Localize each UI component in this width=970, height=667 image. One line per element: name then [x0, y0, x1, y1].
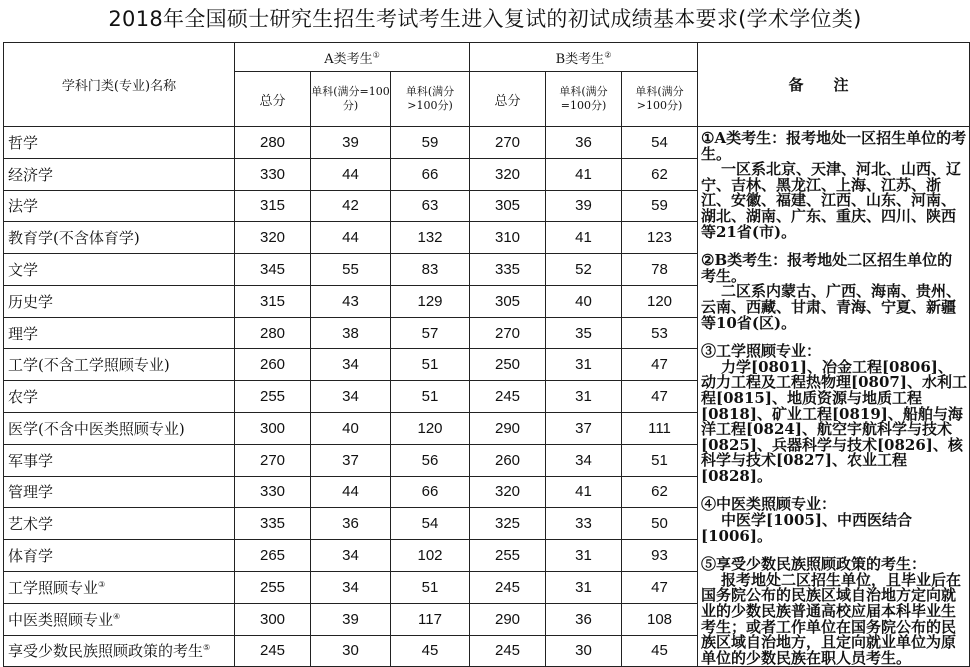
a-single-gt: 51: [391, 381, 470, 413]
a-total: 245: [235, 635, 311, 667]
b-total: 320: [470, 476, 546, 508]
a-single-gt: 129: [391, 285, 470, 317]
b-total: 270: [470, 127, 546, 159]
note-3-title: ③工学照顾专业：: [701, 342, 822, 361]
subject-name: 历史学: [4, 285, 235, 317]
b-total: 310: [470, 222, 546, 254]
b-single-gt: 47: [622, 349, 698, 381]
b-total: 260: [470, 444, 546, 476]
a-total: 280: [235, 127, 311, 159]
remarks-notes: [698, 127, 970, 667]
subject-name: 管理学: [4, 476, 235, 508]
b-total: 255: [470, 540, 546, 572]
a-single-gt: 54: [391, 508, 470, 540]
b-single-gt: 47: [622, 381, 698, 413]
note-4-body: 中医学[1005]、中西医结合[1006]。: [701, 511, 912, 545]
a-single-le: 43: [311, 285, 391, 317]
b-total: 320: [470, 158, 546, 190]
subject-name: 哲学: [4, 127, 235, 159]
b-single-gt: 53: [622, 317, 698, 349]
b-single-le: 41: [546, 222, 622, 254]
a-total: 280: [235, 317, 311, 349]
subject-name: 医学(不含中医类照顾专业): [4, 413, 235, 445]
a-single-le-header: 单科(满分=100分): [311, 72, 391, 127]
b-single-gt: 111: [622, 413, 698, 445]
a-single-le: 39: [311, 127, 391, 159]
subject-name: 中医类照顾专业④: [4, 603, 235, 635]
a-total: 300: [235, 603, 311, 635]
b-single-le: 34: [546, 444, 622, 476]
a-single-gt: 66: [391, 158, 470, 190]
a-total: 270: [235, 444, 311, 476]
subject-name: 军事学: [4, 444, 235, 476]
note-5-title: ⑤享受少数民族照顾政策的考生：: [701, 555, 927, 574]
b-single-gt: 120: [622, 285, 698, 317]
group-b-header: B类考生②: [470, 43, 698, 72]
a-total: 300: [235, 413, 311, 445]
b-single-gt: 59: [622, 190, 698, 222]
b-single-le: 36: [546, 603, 622, 635]
a-single-le: 44: [311, 476, 391, 508]
b-single-gt: 45: [622, 635, 698, 667]
a-single-gt: 45: [391, 635, 470, 667]
a-single-gt: 117: [391, 603, 470, 635]
a-single-gt: 51: [391, 571, 470, 603]
b-single-le: 31: [546, 349, 622, 381]
b-single-le: 36: [546, 127, 622, 159]
a-total: 345: [235, 254, 311, 286]
a-total: 260: [235, 349, 311, 381]
b-single-gt: 62: [622, 476, 698, 508]
b-total: 270: [470, 317, 546, 349]
a-single-gt: 59: [391, 127, 470, 159]
b-total: 245: [470, 381, 546, 413]
a-total-header: 总分: [235, 72, 311, 127]
a-single-le: 36: [311, 508, 391, 540]
b-total: 325: [470, 508, 546, 540]
b-single-le: 40: [546, 285, 622, 317]
b-single-gt: 51: [622, 444, 698, 476]
a-total: 335: [235, 508, 311, 540]
subject-name: 农学: [4, 381, 235, 413]
b-single-gt: 54: [622, 127, 698, 159]
a-single-gt: 120: [391, 413, 470, 445]
score-table: [3, 42, 970, 667]
a-total: 255: [235, 571, 311, 603]
a-single-le: 40: [311, 413, 391, 445]
b-single-le: 39: [546, 190, 622, 222]
subject-name: 工学照顾专业③: [4, 571, 235, 603]
subject-name: 艺术学: [4, 508, 235, 540]
b-single-le: 31: [546, 571, 622, 603]
b-single-le: 41: [546, 476, 622, 508]
b-single-gt: 108: [622, 603, 698, 635]
b-total: 290: [470, 603, 546, 635]
a-single-le: 44: [311, 158, 391, 190]
a-single-le: 39: [311, 603, 391, 635]
note-5-body: 报考地处二区招生单位，且毕业后在国务院公布的民族区域自治地方定向就业的少数民族普通高校应届本科毕业生考生；或者工作单位在国务院公布的民族区域自治地方，且定向就业单位为原单位的少数民族在职人员考生。: [701, 570, 962, 667]
b-single-le: 52: [546, 254, 622, 286]
b-single-le-header: 单科(满分=100分): [546, 72, 622, 127]
b-total: 290: [470, 413, 546, 445]
b-single-le: 30: [546, 635, 622, 667]
remarks-header: 备注: [698, 43, 970, 127]
b-single-le: 31: [546, 381, 622, 413]
b-total: 305: [470, 190, 546, 222]
group-a-header: A类考生①: [235, 43, 470, 72]
a-total: 265: [235, 540, 311, 572]
subject-name: 教育学(不含体育学): [4, 222, 235, 254]
note-2-body: 二区系内蒙古、广西、海南、贵州、云南、西藏、甘肃、青海、宁夏、新疆等10省(区)。: [701, 282, 962, 332]
subject-name: 享受少数民族照顾政策的考生⑤: [4, 635, 235, 667]
a-total: 330: [235, 476, 311, 508]
a-single-le: 34: [311, 381, 391, 413]
b-single-le: 37: [546, 413, 622, 445]
b-total-header: 总分: [470, 72, 546, 127]
b-total: 335: [470, 254, 546, 286]
a-single-le: 34: [311, 540, 391, 572]
group-a-mark: ①: [372, 50, 380, 60]
b-total: 250: [470, 349, 546, 381]
a-single-gt: 83: [391, 254, 470, 286]
subject-name: 经济学: [4, 158, 235, 190]
a-total: 315: [235, 190, 311, 222]
subject-name: 体育学: [4, 540, 235, 572]
note-3-body: 力学[0801]、冶金工程[0806]、动力工程及工程热物理[0807]、水利工程[0815]、地质资源与地质工程[0818]、矿业工程[0819]、船舶与海洋工程[0824]、航空宇航科学与技术[0825]、兵器科学与技术[0826]、核科学与技术[0827]、农业工程[0828]。: [701, 357, 967, 485]
a-single-le: 37: [311, 444, 391, 476]
note-1-title: ①A类考生：报考地处一区招生单位的考生。: [701, 129, 967, 163]
a-total: 315: [235, 285, 311, 317]
a-single-le: 42: [311, 190, 391, 222]
a-single-le: 38: [311, 317, 391, 349]
note-2-title: ②B类考生：报考地处二区招生单位的考生。: [701, 251, 953, 285]
b-total: 245: [470, 571, 546, 603]
b-total: 245: [470, 635, 546, 667]
b-single-gt: 123: [622, 222, 698, 254]
page-title: 2018年全国硕士研究生招生考试考生进入复试的初试成绩基本要求(学术学位类): [108, 7, 862, 31]
b-single-gt: 50: [622, 508, 698, 540]
b-single-le: 41: [546, 158, 622, 190]
table-row: [4, 127, 970, 159]
a-single-gt: 102: [391, 540, 470, 572]
note-1-body: 一区系北京、天津、河北、山西、辽宁、吉林、黑龙江、上海、江苏、浙江、安徽、福建、江西、山东、河南、湖北、湖南、广东、重庆、四川、陕西等21省(市)。: [701, 160, 962, 241]
a-single-le: 34: [311, 571, 391, 603]
b-single-le: 33: [546, 508, 622, 540]
a-single-gt: 66: [391, 476, 470, 508]
group-b-mark: ②: [604, 50, 612, 60]
b-single-gt: 62: [622, 158, 698, 190]
a-single-gt: 57: [391, 317, 470, 349]
b-single-gt-header: 单科(满分>100分): [622, 72, 698, 127]
b-single-gt: 47: [622, 571, 698, 603]
a-single-le: 30: [311, 635, 391, 667]
a-single-gt: 51: [391, 349, 470, 381]
subject-name: 文学: [4, 254, 235, 286]
b-total: 305: [470, 285, 546, 317]
a-single-gt: 132: [391, 222, 470, 254]
b-single-gt: 93: [622, 540, 698, 572]
a-total: 255: [235, 381, 311, 413]
subject-header: 学科门类(专业)名称: [4, 43, 235, 127]
b-single-le: 31: [546, 540, 622, 572]
a-total: 330: [235, 158, 311, 190]
subject-name: 法学: [4, 190, 235, 222]
a-single-le: 34: [311, 349, 391, 381]
subject-name: 工学(不含工学照顾专业): [4, 349, 235, 381]
a-total: 320: [235, 222, 311, 254]
b-single-gt: 78: [622, 254, 698, 286]
note-4-title: ④中医类照顾专业：: [701, 495, 837, 514]
b-single-le: 35: [546, 317, 622, 349]
a-single-gt-header: 单科(满分>100分): [391, 72, 470, 127]
subject-name: 理学: [4, 317, 235, 349]
a-single-le: 55: [311, 254, 391, 286]
a-single-gt: 63: [391, 190, 470, 222]
a-single-le: 44: [311, 222, 391, 254]
a-single-gt: 56: [391, 444, 470, 476]
